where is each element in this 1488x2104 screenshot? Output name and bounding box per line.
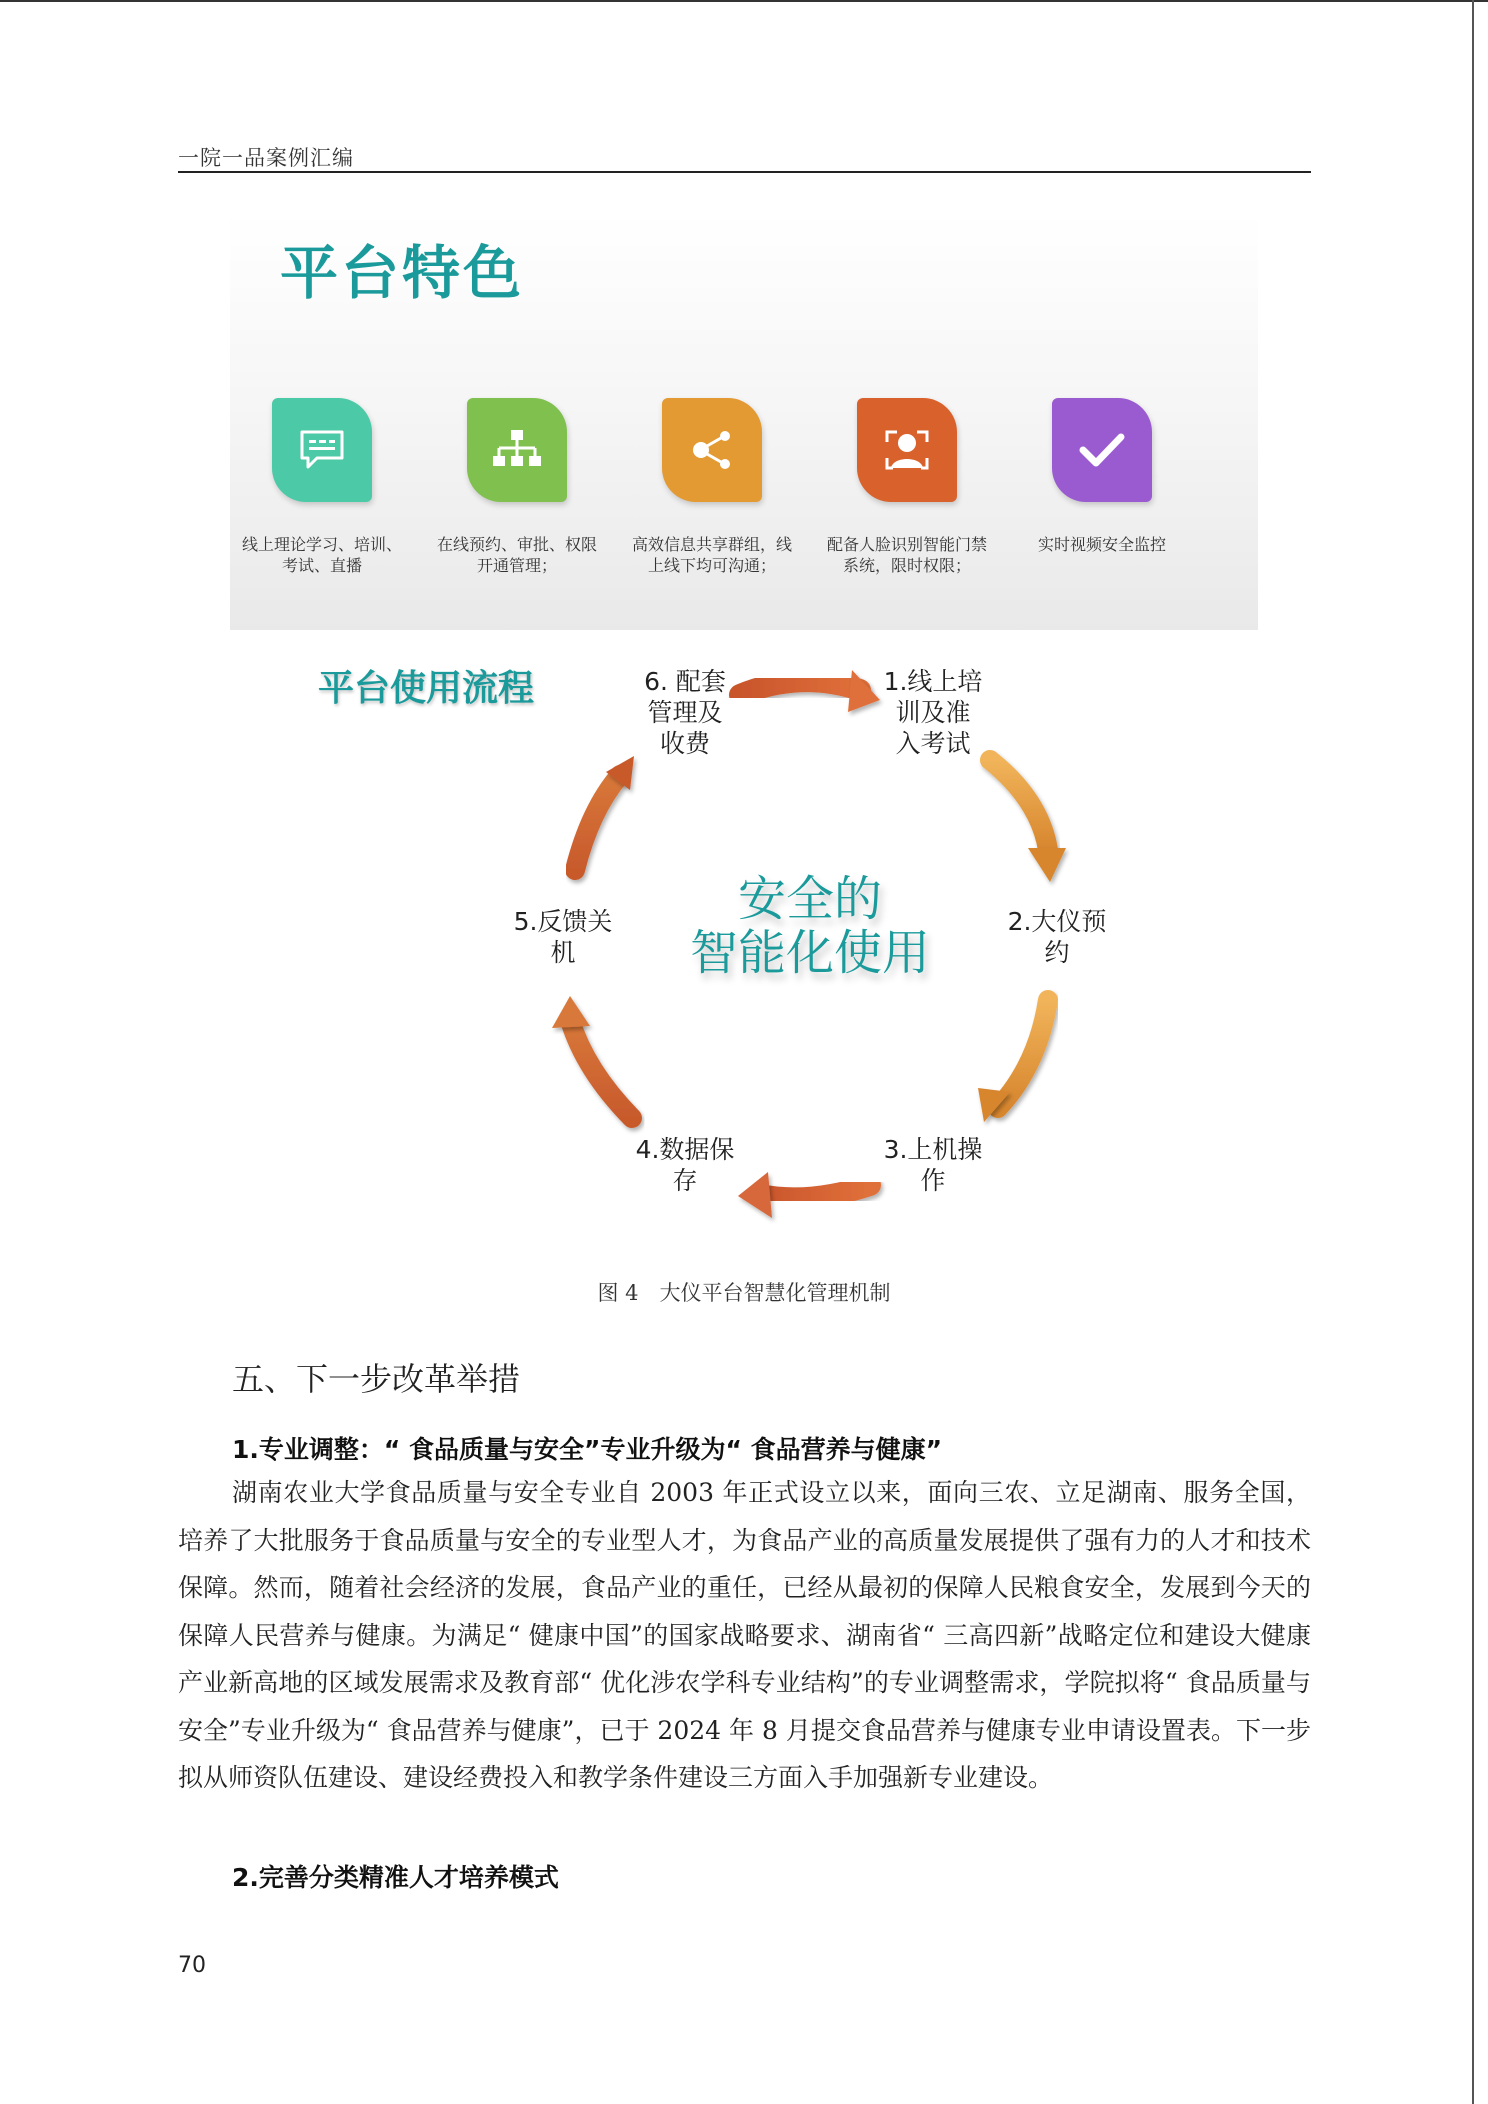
- step-line: 训及准: [895, 698, 971, 727]
- features-title: 平台特色: [280, 239, 525, 307]
- step-line: 约: [1044, 938, 1070, 967]
- process-step-4: [620, 1134, 750, 1196]
- step-line: 收费: [659, 729, 710, 758]
- process-step-6: [620, 666, 750, 759]
- step-line: 作: [920, 1166, 946, 1195]
- feature-text: 在线预约、审批、权限开通管理；: [436, 535, 597, 575]
- feature-text: 高效信息共享群组，线上线下均可沟通；: [631, 535, 792, 575]
- step-line: 4.数据保: [635, 1135, 735, 1164]
- arrow-4-to-5-head: [552, 996, 590, 1028]
- step-line: 3.上机操: [883, 1135, 983, 1164]
- section-heading: 五、下一步改革举措: [232, 1360, 521, 1398]
- process-step-1: [868, 666, 998, 759]
- center-line: 安全的: [737, 871, 882, 927]
- feature-text: 线上理论学习、培训、考试、直播: [241, 535, 402, 575]
- cycle-center-label: [680, 872, 940, 980]
- step-line: 入考试: [895, 729, 971, 758]
- process-title: 平台使用流程: [318, 668, 535, 709]
- arrow-1-to-2: [990, 760, 1048, 850]
- subheading-2: 2.完善分类精准人才培养模式: [232, 1863, 559, 1892]
- feature-text: 实时视频安全监控: [1037, 535, 1166, 554]
- arrow-1-to-2-head: [1028, 848, 1066, 882]
- process-step-2: [992, 906, 1122, 968]
- step-line: 2.大仪预: [1007, 907, 1107, 936]
- figure-caption: 图 4 大仪平台智慧化管理机制: [597, 1281, 891, 1305]
- step-line: 机: [550, 938, 576, 967]
- paragraph-1: 湖南农业大学食品质量与安全专业自 2003 年正式设立以来，面向三农、立足湖南、服务全国，培养了大批服务于食品质量与安全的专业型人才，为食品产业的高质量发展提供了强有力的人才和技术保障。然而，随着社会经济的发展，食品产业的重任，已经从最初的保障人民粮食安全，发展到今天的保障人民营养与健康。为满足“ 健康中国”的国家战略要求、湖南省“ 三高四新”战略定位和建设大健康产业新高地的区域发展需求及教育部“ 优化涉农学科专业结构”的专业调整需求，学院拟将“ 食品质量与安全”专业升级为“ 食品营养与健康”，已于 2024 年 8 月提交食品营养与健康专业申请设置表。下一步拟从师资队伍建设、建设经费投入和教学条件建设三方面入手加强新专业建设。: [178, 1478, 1311, 1792]
- arrow-6-to-1: [740, 681, 860, 695]
- step-line: 6. 配套: [644, 667, 726, 696]
- feature-text: 配备人脸识别智能门禁系统，限时权限；: [826, 535, 987, 575]
- process-step-3: [868, 1134, 998, 1196]
- running-header: 一院一品案例汇编: [178, 146, 354, 170]
- subheading-1: 1.专业调整：“ 食品质量与安全”专业升级为“ 食品营养与健康”: [232, 1435, 943, 1464]
- step-line: 1.线上培: [883, 667, 983, 696]
- process-step-5: [498, 906, 628, 968]
- step-line: 存: [672, 1166, 698, 1195]
- center-line: 智能化使用: [689, 925, 930, 981]
- step-line: 5.反馈关: [513, 907, 613, 936]
- arrow-4-to-5: [570, 1020, 632, 1118]
- arrow-3-to-4: [760, 1185, 870, 1198]
- step-line: 管理及: [647, 698, 723, 727]
- page-number: 70: [178, 1953, 206, 1978]
- arrow-5-to-6: [575, 775, 620, 870]
